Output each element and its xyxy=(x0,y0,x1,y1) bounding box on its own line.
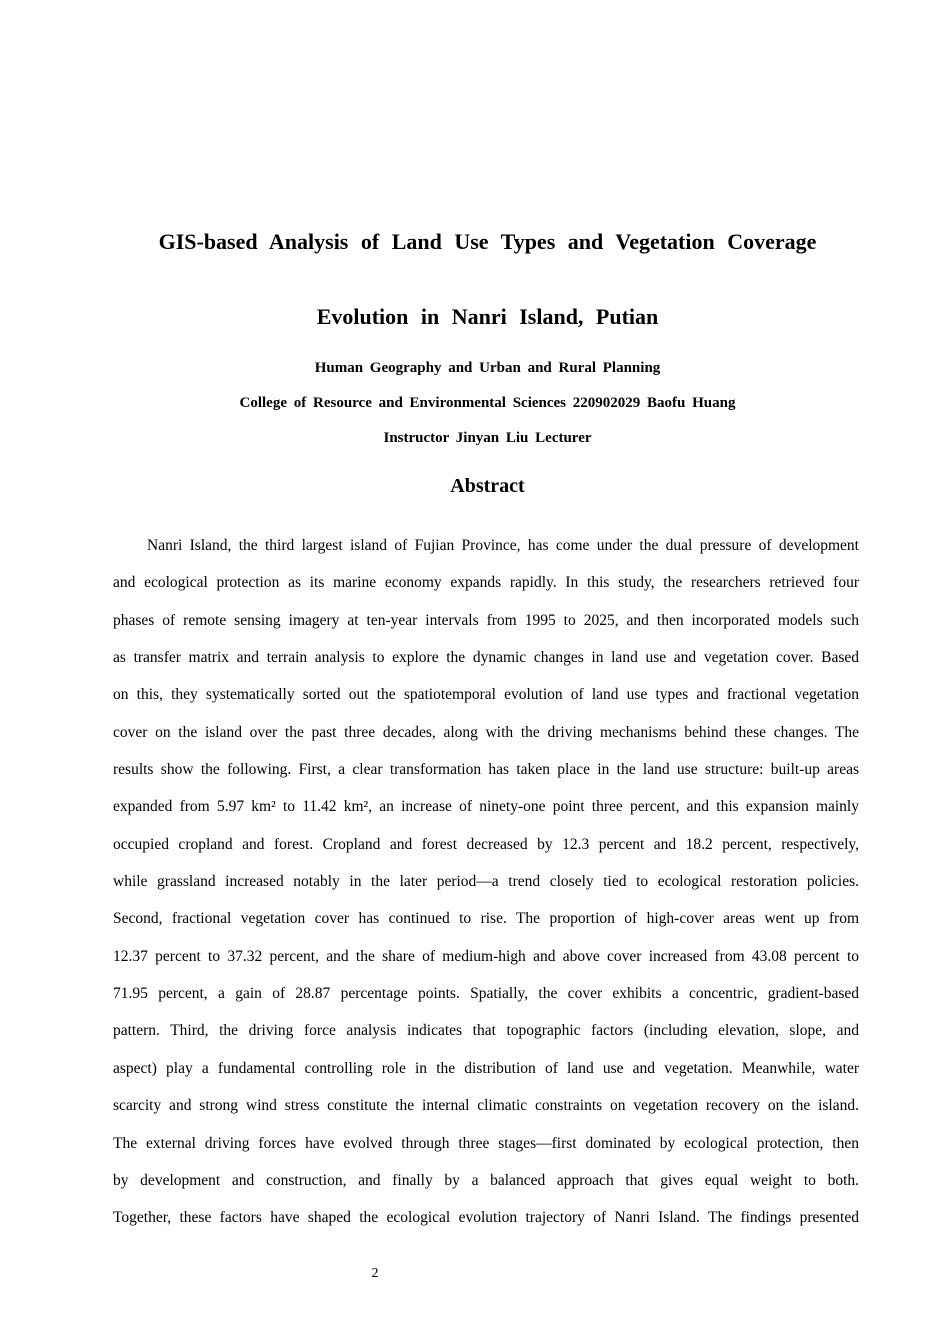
instructor-line: Instructor Jinyan Liu Lecturer xyxy=(383,430,592,446)
abstract-body xyxy=(113,527,859,1237)
college-student-line: College of Resource and Environmental Sciences 220902029 Baofu Huang xyxy=(239,395,736,411)
abstract-line: occupied cropland and forest. Cropland and forest decreased by 12.3 percent and 18.2 percent, respectively, xyxy=(113,835,859,853)
title-line-1: GIS-based Analysis of Land Use Types and Vegetation Coverage xyxy=(158,229,817,254)
abstract-line: Second, fractional vegetation cover has continued to rise. The proportion of high-cover areas went up from xyxy=(113,910,859,928)
abstract-line: cover on the island over the past three decades, along with the driving mechanisms behind these changes. The xyxy=(113,723,859,741)
abstract-line: as transfer matrix and terrain analysis to explore the dynamic changes in land use and vegetation cover. Based xyxy=(113,649,859,667)
title-line-2: Evolution in Nanri Island, Putian xyxy=(316,304,659,329)
abstract-line: scarcity and strong wind stress constitute the internal climatic constraints on vegetation recovery on the island. xyxy=(113,1097,859,1115)
abstract-line: results show the following. First, a clear transformation has taken place in the land use structure: built-up areas xyxy=(113,761,859,779)
abstract-line: The external driving forces have evolved through three stages—first dominated by ecological protection, then xyxy=(113,1134,859,1152)
abstract-line: phases of remote sensing imagery at ten-year intervals from 1995 to 2025, and then incorporated models such xyxy=(113,611,859,629)
abstract-line: while grassland increased notably in the later period—a trend closely tied to ecological restoration policies. xyxy=(113,873,859,891)
abstract-heading: Abstract xyxy=(450,475,525,497)
abstract-line: Together, these factors have shaped the ecological evolution trajectory of Nanri Island. The findings presented xyxy=(113,1209,859,1227)
abstract-line: Nanri Island, the third largest island of Fujian Province, has come under the dual pressure of development xyxy=(147,537,859,554)
page-number: 2 xyxy=(371,1266,379,1281)
major-line: Human Geography and Urban and Rural Planning xyxy=(314,360,661,376)
abstract-line: expanded from 5.97 km² to 11.42 km², an increase of ninety-one point three percent, and this expansion mainly xyxy=(113,798,859,816)
abstract-line: by development and construction, and finally by a balanced approach that gives equal weight to both. xyxy=(113,1171,859,1189)
abstract-line: and ecological protection as its marine economy expands rapidly. In this study, the researchers retrieved four xyxy=(113,574,859,592)
abstract-line: aspect) play a fundamental controlling role in the distribution of land use and vegetation. Meanwhile, water xyxy=(113,1059,859,1077)
abstract-line: pattern. Third, the driving force analysis indicates that topographic factors (including elevation, slope, and xyxy=(113,1022,859,1040)
abstract-line: on this, they systematically sorted out the spatiotemporal evolution of land use types and fractional vegetation xyxy=(113,686,859,704)
abstract-line: 12.37 percent to 37.32 percent, and the share of medium-high and above cover increased from 43.08 percent to xyxy=(113,947,859,965)
abstract-line: 71.95 percent, a gain of 28.87 percentage points. Spatially, the cover exhibits a concentric, gradient-based xyxy=(113,985,859,1003)
